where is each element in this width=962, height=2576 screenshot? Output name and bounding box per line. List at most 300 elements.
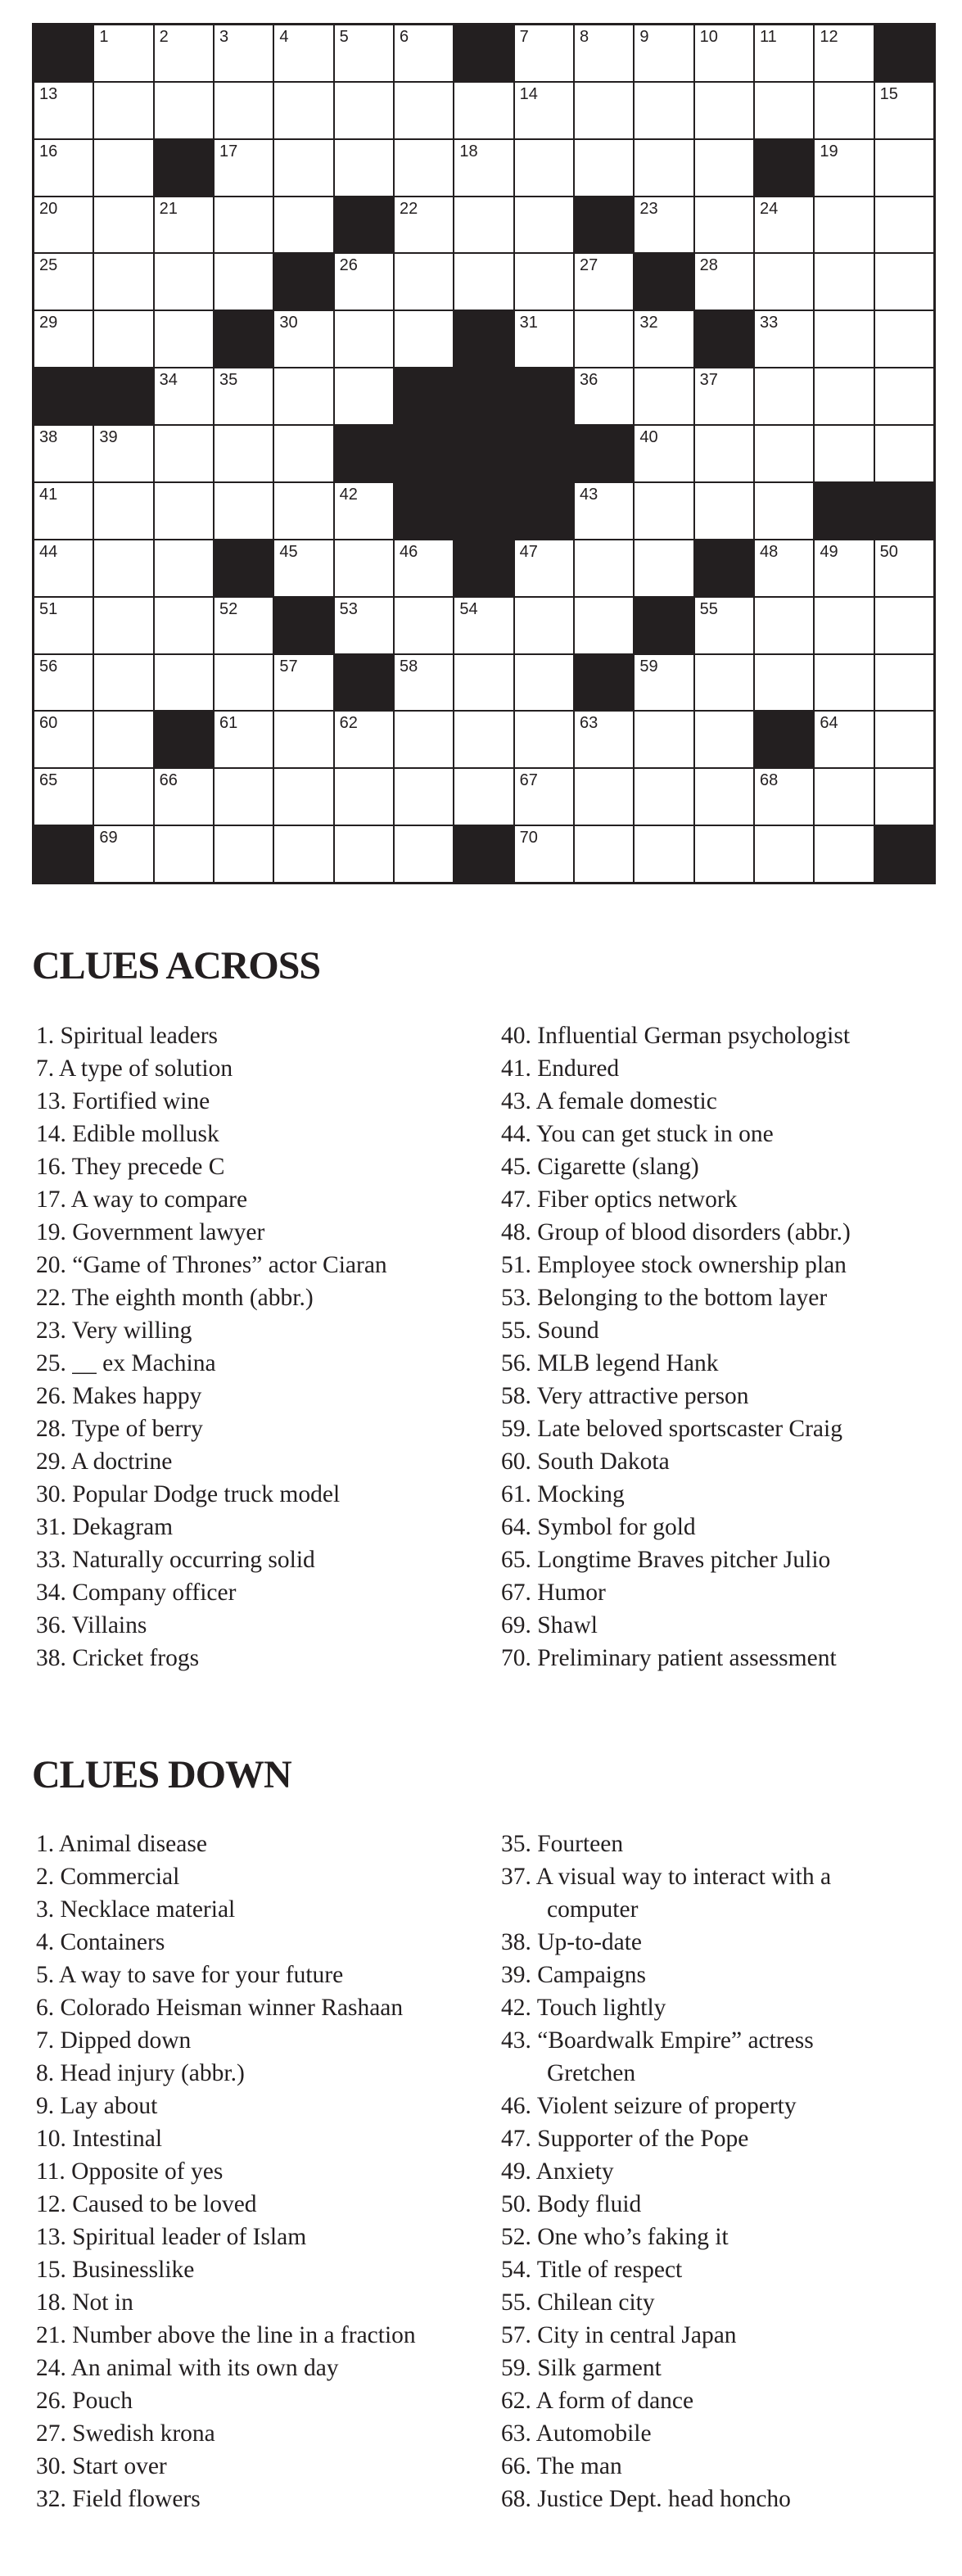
- grid-cell[interactable]: [635, 140, 693, 196]
- clue-number: 60: [39, 714, 58, 733]
- grid-cell[interactable]: [395, 598, 453, 653]
- grid-cell[interactable]: [94, 254, 152, 310]
- clue-item-number: 67.: [501, 1579, 531, 1606]
- grid-cell[interactable]: [395, 769, 453, 825]
- clue-number: 36: [580, 371, 598, 390]
- grid-cell[interactable]: [755, 426, 813, 481]
- grid-cell[interactable]: [34, 483, 93, 539]
- grid-cell[interactable]: [575, 368, 633, 424]
- grid-cell[interactable]: [34, 655, 93, 711]
- grid-cell[interactable]: [695, 769, 753, 825]
- grid-cell[interactable]: [274, 140, 332, 196]
- grid-cell[interactable]: [755, 540, 813, 596]
- clue-item-text: Number above the line in a fraction: [72, 2322, 416, 2348]
- grid-cell[interactable]: [155, 826, 213, 882]
- grid-cell[interactable]: [215, 712, 273, 767]
- grid-cell[interactable]: [635, 83, 693, 138]
- grid-cell[interactable]: [695, 83, 753, 138]
- grid-cell[interactable]: [815, 311, 873, 367]
- clue-item: [501, 2483, 831, 2515]
- grid-cell[interactable]: [875, 311, 933, 367]
- grid-cell-black: [755, 140, 813, 196]
- clue-item-number: 22.: [36, 1285, 66, 1311]
- clue-item-text: Fourteen: [537, 1831, 624, 1857]
- clue-item: [36, 2417, 416, 2450]
- grid-cell[interactable]: [815, 368, 873, 424]
- clue-item-text: South Dakota: [537, 1448, 670, 1475]
- clue-item: [36, 1150, 387, 1183]
- grid-cell-black: [34, 368, 93, 424]
- grid-cell[interactable]: [695, 368, 753, 424]
- grid-cell[interactable]: [215, 197, 273, 253]
- grid-cell[interactable]: [274, 483, 332, 539]
- grid-cell[interactable]: [875, 598, 933, 653]
- clue-number: 9: [639, 28, 649, 46]
- grid-cell[interactable]: [215, 598, 273, 653]
- clue-item: [36, 2090, 416, 2122]
- grid-cell[interactable]: [575, 826, 633, 882]
- grid-cell[interactable]: [515, 655, 573, 711]
- clue-item-number: 13.: [36, 1088, 66, 1114]
- grid-cell[interactable]: [815, 197, 873, 253]
- clue-item-number: 60.: [501, 1448, 531, 1475]
- grid-cell[interactable]: [94, 483, 152, 539]
- clue-item-text: Campaigns: [537, 1962, 646, 1988]
- grid-cell[interactable]: [94, 655, 152, 711]
- grid-cell[interactable]: [575, 311, 633, 367]
- grid-cell[interactable]: [94, 426, 152, 481]
- grid-cell[interactable]: [335, 540, 393, 596]
- grid-cell[interactable]: [155, 598, 213, 653]
- grid-cell[interactable]: [635, 311, 693, 367]
- grid-cell[interactable]: [34, 426, 93, 481]
- grid-cell[interactable]: [395, 140, 453, 196]
- grid-cell-black: [454, 426, 513, 481]
- clue-item-number: 5.: [36, 1962, 55, 1988]
- clue-item: [501, 1642, 851, 1674]
- clue-item-text: Justice Dept. head honcho: [537, 2486, 791, 2512]
- grid-cell[interactable]: [454, 655, 513, 711]
- clue-item-number: 25.: [36, 1350, 66, 1376]
- clue-number: 39: [99, 428, 118, 447]
- grid-cell[interactable]: [274, 769, 332, 825]
- grid-cell[interactable]: [755, 25, 813, 81]
- clue-item: [501, 2221, 831, 2253]
- grid-cell[interactable]: [815, 655, 873, 711]
- grid-cell[interactable]: [335, 826, 393, 882]
- grid-cell[interactable]: [815, 140, 873, 196]
- grid-cell[interactable]: [274, 25, 332, 81]
- grid-cell[interactable]: [695, 655, 753, 711]
- clue-item: [36, 1926, 416, 1959]
- grid-cell[interactable]: [635, 483, 693, 539]
- clue-item: [501, 2384, 831, 2417]
- clue-item: [501, 1314, 851, 1347]
- grid-cell[interactable]: [755, 826, 813, 882]
- grid-cell[interactable]: [335, 83, 393, 138]
- clue-item-number: 59.: [501, 2355, 531, 2381]
- grid-cell[interactable]: [515, 83, 573, 138]
- grid-cell[interactable]: [635, 197, 693, 253]
- clue-item-text: A doctrine: [70, 1448, 173, 1475]
- clue-number: 37: [699, 371, 718, 390]
- grid-cell[interactable]: [335, 140, 393, 196]
- clue-item-text: A way to save for your future: [58, 1962, 344, 1988]
- grid-cell[interactable]: [215, 83, 273, 138]
- grid-cell[interactable]: [215, 25, 273, 81]
- clue-item-number: 40.: [501, 1023, 531, 1049]
- grid-cell[interactable]: [695, 483, 753, 539]
- clue-item: [36, 1183, 387, 1216]
- clue-item-text: Very attractive person: [536, 1383, 749, 1409]
- grid-cell[interactable]: [575, 140, 633, 196]
- grid-cell[interactable]: [635, 769, 693, 825]
- grid-cell[interactable]: [34, 254, 93, 310]
- grid-cell[interactable]: [454, 598, 513, 653]
- clue-item-text: Businesslike: [72, 2257, 195, 2283]
- grid-cell[interactable]: [875, 426, 933, 481]
- grid-cell[interactable]: [215, 140, 273, 196]
- grid-cell[interactable]: [34, 311, 93, 367]
- clue-item-text: Belonging to the bottom layer: [537, 1285, 828, 1311]
- clue-number: 55: [699, 599, 718, 618]
- grid-cell[interactable]: [755, 197, 813, 253]
- grid-cell[interactable]: [515, 25, 573, 81]
- grid-cell[interactable]: [875, 140, 933, 196]
- grid-cell[interactable]: [515, 197, 573, 253]
- grid-cell[interactable]: [215, 483, 273, 539]
- grid-cell[interactable]: [635, 712, 693, 767]
- clue-item-text: Violent seizure of property: [536, 2093, 797, 2119]
- grid-cell[interactable]: [515, 598, 573, 653]
- grid-cell-black: [215, 311, 273, 367]
- grid-cell[interactable]: [155, 197, 213, 253]
- clue-item-text: Anxiety: [535, 2158, 614, 2185]
- grid-cell[interactable]: [395, 540, 453, 596]
- grid-cell[interactable]: [335, 25, 393, 81]
- grid-cell[interactable]: [695, 598, 753, 653]
- grid-cell[interactable]: [635, 426, 693, 481]
- grid-cell[interactable]: [274, 426, 332, 481]
- grid-cell[interactable]: [155, 769, 213, 825]
- clue-item-text: Preliminary patient assessment: [537, 1645, 837, 1671]
- grid-cell[interactable]: [155, 25, 213, 81]
- clue-item-text: Employee stock ownership plan: [537, 1252, 847, 1278]
- grid-cell[interactable]: [215, 254, 273, 310]
- clue-item-number: 8.: [36, 2060, 55, 2086]
- grid-cell[interactable]: [215, 769, 273, 825]
- grid-cell-black: [94, 368, 152, 424]
- clue-item: [501, 2155, 831, 2188]
- grid-cell[interactable]: [155, 254, 213, 310]
- clue-item: [36, 1445, 387, 1478]
- grid-cell[interactable]: [515, 140, 573, 196]
- grid-cell-black: [635, 598, 693, 653]
- grid-cell[interactable]: [395, 83, 453, 138]
- grid-cell[interactable]: [515, 769, 573, 825]
- clue-number: 24: [760, 199, 779, 218]
- clue-item-number: 55.: [501, 2289, 531, 2316]
- grid-cell[interactable]: [815, 83, 873, 138]
- clue-number: 65: [39, 771, 58, 790]
- grid-cell[interactable]: [755, 368, 813, 424]
- grid-cell[interactable]: [34, 598, 93, 653]
- grid-cell-black: [34, 826, 93, 882]
- grid-cell[interactable]: [395, 25, 453, 81]
- grid-cell[interactable]: [875, 712, 933, 767]
- grid-cell[interactable]: [635, 540, 693, 596]
- clue-number: 33: [760, 314, 779, 332]
- grid-cell[interactable]: [395, 826, 453, 882]
- clue-item-text: Cricket frogs: [72, 1645, 200, 1671]
- grid-cell[interactable]: [155, 83, 213, 138]
- grid-cell[interactable]: [274, 655, 332, 711]
- grid-cell[interactable]: [815, 598, 873, 653]
- clue-number: 6: [400, 28, 409, 46]
- grid-cell[interactable]: [815, 540, 873, 596]
- grid-cell[interactable]: [815, 426, 873, 481]
- grid-cell[interactable]: [755, 655, 813, 711]
- grid-cell[interactable]: [34, 83, 93, 138]
- grid-cell[interactable]: [635, 25, 693, 81]
- grid-cell[interactable]: [335, 712, 393, 767]
- grid-cell[interactable]: [155, 540, 213, 596]
- clue-item-number: 15.: [36, 2257, 66, 2283]
- grid-cell[interactable]: [575, 540, 633, 596]
- grid-cell-black: [335, 197, 393, 253]
- grid-cell[interactable]: [755, 598, 813, 653]
- grid-cell[interactable]: [454, 712, 513, 767]
- grid-cell[interactable]: [575, 712, 633, 767]
- grid-cell[interactable]: [875, 540, 933, 596]
- grid-cell[interactable]: [274, 197, 332, 253]
- grid-cell[interactable]: [695, 140, 753, 196]
- grid-cell[interactable]: [274, 311, 332, 367]
- grid-cell[interactable]: [815, 769, 873, 825]
- clue-item-number: 44.: [501, 1121, 531, 1147]
- clue-number: 14: [519, 84, 538, 103]
- grid-cell[interactable]: [395, 197, 453, 253]
- grid-cell[interactable]: [875, 769, 933, 825]
- grid-cell[interactable]: [274, 83, 332, 138]
- grid-cell[interactable]: [94, 25, 152, 81]
- grid-cell[interactable]: [94, 826, 152, 882]
- grid-cell[interactable]: [335, 254, 393, 310]
- grid-cell[interactable]: [395, 254, 453, 310]
- clue-item: [36, 1216, 387, 1249]
- grid-cell[interactable]: [515, 826, 573, 882]
- grid-cell[interactable]: [395, 712, 453, 767]
- grid-cell[interactable]: [635, 368, 693, 424]
- grid-cell[interactable]: [575, 83, 633, 138]
- clue-item-number: 54.: [501, 2257, 531, 2283]
- clue-item-text: A visual way to interact with a: [535, 1864, 832, 1890]
- grid-cell[interactable]: [815, 712, 873, 767]
- clue-item: [501, 1085, 851, 1118]
- grid-cell[interactable]: [34, 769, 93, 825]
- grid-cell[interactable]: [815, 25, 873, 81]
- grid-cell-black: [695, 540, 753, 596]
- grid-cell[interactable]: [575, 598, 633, 653]
- grid-cell[interactable]: [755, 83, 813, 138]
- clue-item: [36, 2384, 416, 2417]
- clue-item: [36, 2450, 416, 2483]
- grid-cell[interactable]: [215, 368, 273, 424]
- clue-number: 45: [279, 542, 298, 561]
- grid-cell[interactable]: [575, 254, 633, 310]
- grid-cell[interactable]: [274, 712, 332, 767]
- grid-cell[interactable]: [515, 712, 573, 767]
- grid-cell[interactable]: [575, 483, 633, 539]
- clue-item: [501, 1609, 851, 1642]
- clue-item: [501, 2450, 831, 2483]
- clue-item-number: 29.: [36, 1448, 66, 1475]
- grid-cell-black: [875, 25, 933, 81]
- grid-cell[interactable]: [695, 426, 753, 481]
- clue-item-number: 42.: [501, 1995, 531, 2021]
- grid-cell[interactable]: [155, 483, 213, 539]
- grid-cell[interactable]: [94, 598, 152, 653]
- clue-item: [36, 2253, 416, 2286]
- clue-item: [501, 2417, 831, 2450]
- grid-cell[interactable]: [695, 25, 753, 81]
- clue-item-text: Naturally occurring solid: [72, 1547, 315, 1573]
- grid-cell[interactable]: [335, 483, 393, 539]
- clue-item-text: Title of respect: [536, 2257, 683, 2283]
- grid-cell-black: [575, 426, 633, 481]
- grid-cell-black: [815, 483, 873, 539]
- grid-cell[interactable]: [335, 598, 393, 653]
- grid-cell[interactable]: [755, 769, 813, 825]
- clue-item-number: 31.: [36, 1514, 66, 1540]
- grid-cell[interactable]: [515, 254, 573, 310]
- grid-cell[interactable]: [695, 254, 753, 310]
- grid-cell[interactable]: [395, 655, 453, 711]
- grid-cell[interactable]: [274, 540, 332, 596]
- grid-cell[interactable]: [454, 140, 513, 196]
- grid-cell[interactable]: [395, 311, 453, 367]
- grid-cell[interactable]: [94, 712, 152, 767]
- grid-cell[interactable]: [155, 368, 213, 424]
- grid-cell[interactable]: [155, 311, 213, 367]
- grid-cell[interactable]: [875, 197, 933, 253]
- grid-cell[interactable]: [454, 197, 513, 253]
- grid-cell[interactable]: [815, 254, 873, 310]
- grid-cell[interactable]: [94, 311, 152, 367]
- grid-cell[interactable]: [755, 311, 813, 367]
- grid-cell[interactable]: [94, 83, 152, 138]
- clue-item: [36, 1052, 387, 1085]
- grid-cell[interactable]: [34, 712, 93, 767]
- clue-number: 21: [159, 199, 178, 218]
- clue-number: 5: [339, 28, 349, 46]
- grid-cell[interactable]: [94, 140, 152, 196]
- grid-cell-black: [454, 540, 513, 596]
- grid-cell[interactable]: [274, 826, 332, 882]
- grid-cell[interactable]: [454, 83, 513, 138]
- grid-cell[interactable]: [515, 540, 573, 596]
- grid-cell[interactable]: [635, 655, 693, 711]
- grid-cell[interactable]: [635, 826, 693, 882]
- grid-cell[interactable]: [94, 769, 152, 825]
- grid-cell[interactable]: [34, 197, 93, 253]
- clue-item-text: Field flowers: [72, 2486, 201, 2512]
- grid-cell[interactable]: [755, 483, 813, 539]
- clue-number: 40: [639, 428, 658, 447]
- clue-item-number: 28.: [36, 1416, 66, 1442]
- clue-item-text: Government lawyer: [72, 1219, 265, 1245]
- clue-item-text: Endured: [537, 1055, 620, 1082]
- grid-cell[interactable]: [215, 655, 273, 711]
- clue-item-number: 23.: [36, 1317, 66, 1344]
- grid-cell[interactable]: [454, 769, 513, 825]
- clue-item: [501, 1216, 851, 1249]
- clue-number: 11: [760, 28, 777, 46]
- clue-item-number: 52.: [501, 2224, 531, 2250]
- grid-cell[interactable]: [695, 712, 753, 767]
- clue-number: 53: [339, 599, 358, 618]
- grid-cell[interactable]: [335, 368, 393, 424]
- clue-item: [501, 1959, 831, 1991]
- grid-cell[interactable]: [875, 368, 933, 424]
- grid-cell[interactable]: [155, 655, 213, 711]
- grid-cell[interactable]: [875, 254, 933, 310]
- grid-cell[interactable]: [575, 769, 633, 825]
- grid-cell[interactable]: [815, 826, 873, 882]
- grid-cell[interactable]: [94, 540, 152, 596]
- clue-item-number: 50.: [501, 2191, 531, 2217]
- grid-cell-black: [335, 426, 393, 481]
- clue-item-number: 27.: [36, 2420, 66, 2447]
- grid-cell[interactable]: [34, 540, 93, 596]
- clue-item-text: Dipped down: [60, 2027, 192, 2054]
- grid-cell[interactable]: [515, 311, 573, 367]
- grid-cell[interactable]: [155, 426, 213, 481]
- grid-cell-black: [454, 368, 513, 424]
- grid-cell[interactable]: [575, 25, 633, 81]
- clue-number: 70: [519, 829, 538, 847]
- grid-cell[interactable]: [695, 197, 753, 253]
- grid-cell[interactable]: [335, 769, 393, 825]
- grid-cell-black: [515, 483, 573, 539]
- grid-cell[interactable]: [335, 311, 393, 367]
- clue-number: 3: [219, 28, 229, 46]
- clue-item-text: Edible mollusk: [72, 1121, 219, 1147]
- grid-cell[interactable]: [755, 254, 813, 310]
- grid-cell[interactable]: [34, 140, 93, 196]
- grid-cell[interactable]: [875, 655, 933, 711]
- clue-item-number: 30.: [36, 2453, 66, 2479]
- grid-cell-black: [395, 426, 453, 481]
- clue-item-number: 7.: [36, 1055, 55, 1082]
- grid-cell-black: [515, 368, 573, 424]
- grid-cell[interactable]: [215, 426, 273, 481]
- grid-cell[interactable]: [94, 197, 152, 253]
- clue-number: 41: [39, 485, 58, 504]
- clue-item: [36, 2188, 416, 2221]
- grid-cell[interactable]: [274, 368, 332, 424]
- grid-cell[interactable]: [875, 83, 933, 138]
- clue-item: [36, 2024, 416, 2057]
- clue-item-text: Intestinal: [72, 2126, 163, 2152]
- clue-item-text: They precede C: [71, 1154, 225, 1180]
- clue-item-number: 43.: [501, 1088, 531, 1114]
- clue-item-number: 62.: [501, 2388, 531, 2414]
- grid-cell[interactable]: [215, 826, 273, 882]
- grid-cell[interactable]: [454, 254, 513, 310]
- grid-cell[interactable]: [695, 826, 753, 882]
- clue-item: [501, 2024, 831, 2090]
